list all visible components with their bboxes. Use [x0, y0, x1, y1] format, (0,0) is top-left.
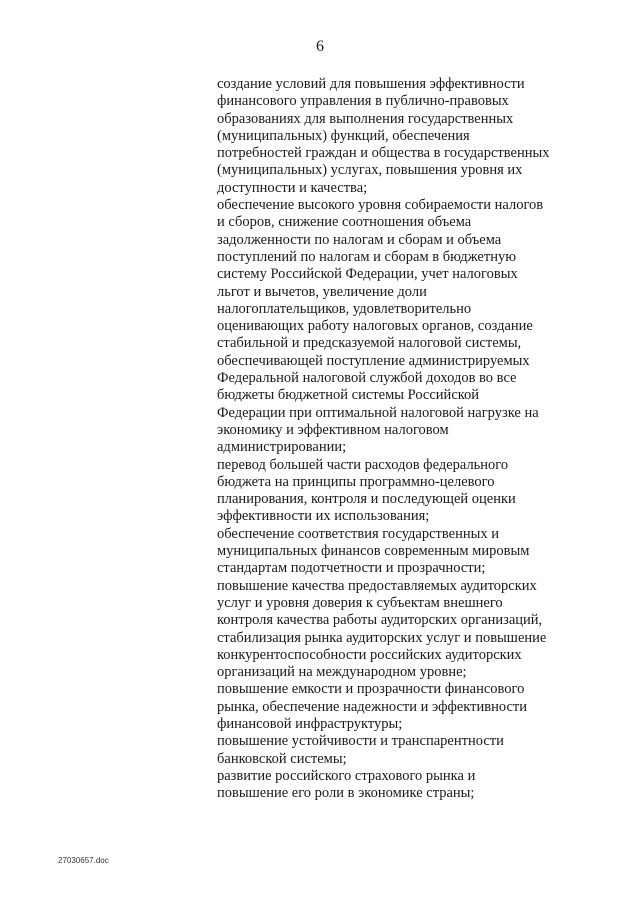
text-line: услуг и уровня доверия к субъектам внешнего	[217, 594, 503, 611]
text-line: стабилизация рынка аудиторских услуг и повышение	[217, 629, 547, 646]
text-line: контроля качества работы аудиторских организаций,	[217, 612, 543, 629]
text-line: оценивающих работу налоговых органов, создание	[217, 318, 533, 335]
text-line: финансовой инфраструктуры;	[217, 715, 403, 732]
text-line: создание условий для повышения эффективности	[217, 76, 525, 92]
text-line: потребностей граждан и общества в государственных	[217, 145, 550, 162]
text-line: стандартам подотчетности и прозрачности;	[217, 560, 486, 577]
text-line: повышение устойчивости и транспарентности	[217, 733, 504, 750]
text-line: (муниципальных) функций, обеспечения	[217, 127, 470, 144]
text-line: конкурентоспособности российских аудиторских	[217, 646, 522, 663]
text-line: повышение его роли в экономике страны;	[217, 785, 475, 802]
text-line: экономику и эффективном налоговом	[217, 421, 449, 438]
text-line: налогоплательщиков, удовлетворительно	[217, 300, 472, 317]
text-line: обеспечивающей поступление администрируемых	[217, 352, 530, 369]
text-line: обеспечение соответствия государственных и	[217, 525, 499, 542]
text-line: эффективности их использования;	[217, 508, 430, 525]
text-line: Федеральной налоговой службой доходов во все	[217, 370, 517, 387]
text-line: рынка, обеспечение надежности и эффективности	[217, 698, 527, 715]
text-line: финансового управления в публично-правовых	[217, 93, 509, 110]
text-line: образованиях для выполнения государственных	[217, 110, 514, 127]
text-line: администрировании;	[217, 439, 347, 456]
text-line: поступлений по налогам и сборам в бюджетную	[217, 248, 517, 265]
text-line: планирования, контроля и последующей оценки	[217, 491, 516, 508]
text-line: муниципальных финансов современным мировым	[217, 543, 530, 560]
text-line: доступности и качества;	[217, 179, 368, 196]
text-line: перевод большей части расходов федерального	[217, 456, 509, 473]
text-line: (муниципальных) услугах, повышения уровня их	[217, 162, 523, 179]
text-line: стабильной и предсказуемой налоговой системы,	[217, 335, 522, 352]
text-line: развитие российского страхового рынка и	[217, 767, 476, 784]
body-text	[217, 76, 577, 802]
text-line: льгот и вычетов, увеличение доли	[217, 283, 427, 300]
text-line: организаций на международном уровне;	[217, 664, 467, 681]
text-line: бюджета на принципы программно-целевого	[217, 473, 495, 490]
text-line: повышение качества предоставляемых аудиторских	[217, 577, 537, 594]
text-line: и сборов, снижение соотношения объема	[217, 214, 472, 231]
text-line: повышение емкости и прозрачности финансового	[217, 681, 525, 698]
text-line: задолженности по налогам и сборам и объема	[217, 231, 502, 248]
text-line: банковской системы;	[217, 750, 347, 767]
page-number: 6	[316, 38, 324, 55]
text-line: систему Российской Федерации, учет налоговых	[217, 266, 518, 283]
text-line: Федерации при оптимальной налоговой нагрузке на	[217, 404, 539, 421]
text-line: бюджеты бюджетной системы Российской	[217, 387, 480, 404]
footer-file-name: 27030657.doc	[58, 856, 109, 865]
text-line: обеспечение высокого уровня собираемости налогов	[217, 197, 544, 214]
